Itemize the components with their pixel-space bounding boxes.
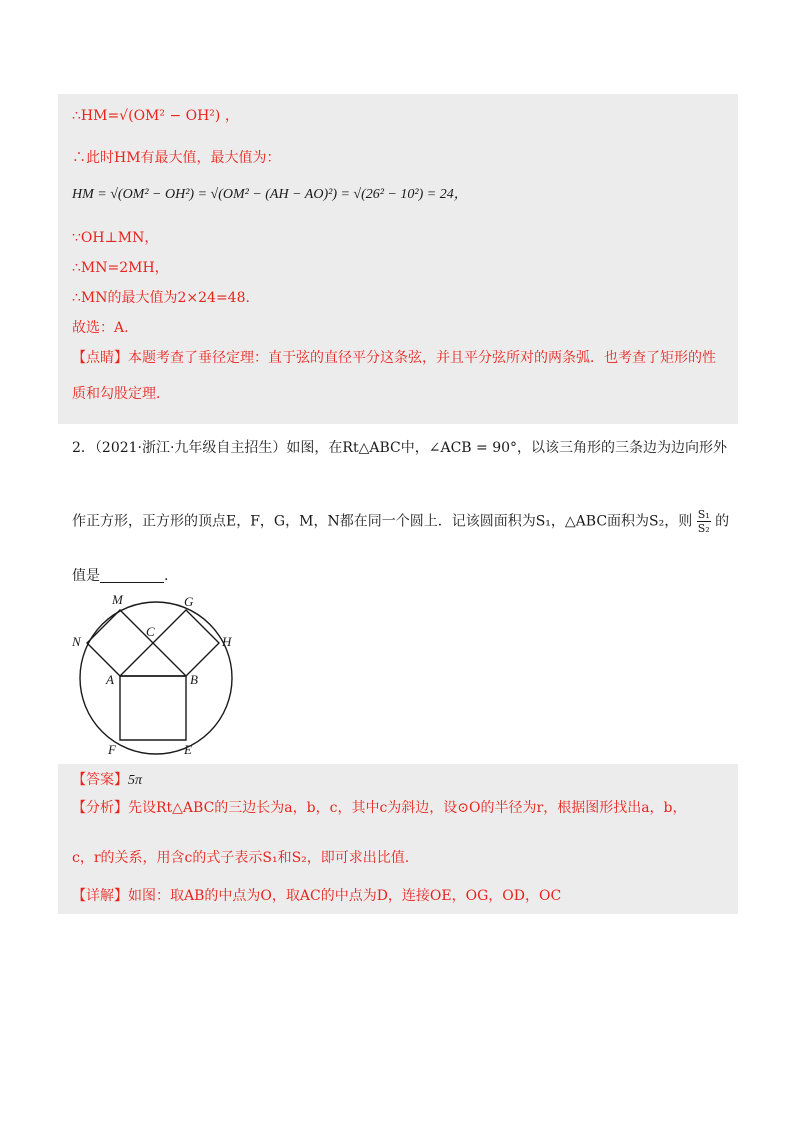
analysis-line-1: [72, 798, 687, 818]
comment-line-2: 质和勾股定理．: [72, 386, 170, 402]
answer-line: [72, 770, 142, 791]
problem-line-2: [72, 508, 729, 535]
label-g: G: [184, 594, 194, 609]
comment-tag: 【点睛】: [72, 350, 128, 366]
analysis-text-1: 先设Rt△ABC的三边长为a，b，c，其中c为斜边，设⊙O的半径为r，根据图形找出a，b，: [128, 800, 687, 816]
fraction-s1-s2: [697, 508, 711, 535]
problem-text-2a: 作正方形，正方形的顶点E，F，G，M，N都在同一个圆上．记该圆面积为S₁，△ABC面积为S₂，则: [72, 513, 693, 530]
solution-line-2: ∴此时HM有最大值，最大值为：: [72, 150, 281, 166]
square-ac: [87, 610, 153, 676]
problem-text-2b: 的: [715, 513, 730, 530]
square-bc: [153, 610, 219, 676]
answer-blank: [100, 568, 164, 583]
circumcircle: [80, 602, 232, 754]
square-ab: [120, 676, 186, 740]
analysis-line-2: c，r的关系，用含c的式子表示S₁和S₂，即可求出比值.: [72, 850, 410, 866]
label-e: E: [184, 742, 192, 757]
solution-line-5: ∴MN=2MH，: [72, 260, 169, 276]
comment-line-1: [72, 348, 716, 368]
label-n: N: [72, 634, 81, 649]
solution-line-4: ∵OH⊥MN，: [72, 230, 159, 246]
label-f: F: [108, 742, 116, 757]
problem-line-3: [72, 566, 168, 586]
solution-line-7: 故选：A.: [72, 320, 129, 336]
detail-tag: 【详解】: [72, 888, 128, 904]
problem-text-3: 值是: [72, 568, 100, 584]
label-m: M: [112, 592, 123, 607]
fraction-denominator: S₂: [697, 522, 710, 535]
solution-line-3: [72, 184, 468, 205]
geometry-figure: [72, 588, 242, 758]
problem-text-3-end: .: [164, 568, 169, 584]
answer-tag: 【答案】: [72, 772, 128, 788]
comment-text-1: 本题考查了垂径定理：直于弦的直径平分这条弦，并且平分弦所对的两条弧．也考查了矩形的性: [128, 350, 716, 366]
formula-hm: HM = √(OM² − OH²) = √(OM² − (AH − AO)²) = √(26² − 10²) = 24，: [72, 187, 468, 202]
detail-line-1: [72, 886, 561, 906]
label-h: H: [222, 634, 232, 649]
detail-text-1: 如图：取AB的中点为O，取AC的中点为D，连接OE，OG，OD，OC: [128, 888, 562, 904]
label-b: B: [190, 672, 198, 687]
answer-value: 5π: [128, 773, 143, 788]
label-a: A: [106, 672, 114, 687]
solution-line-1: ∴HM=√(OM² − OH²) ，: [72, 108, 239, 124]
label-c: C: [146, 624, 155, 639]
problem-line-1: 2．（2021·浙江·九年级自主招生）如图，在Rt△ABC中，∠ACB = 90°，以该三角形的三条边为边向形外: [72, 440, 728, 456]
fraction-numerator: S₁: [697, 508, 710, 521]
solution-line-6: ∴MN的最大值为2×24=48.: [72, 290, 250, 306]
analysis-tag: 【分析】: [72, 800, 128, 816]
